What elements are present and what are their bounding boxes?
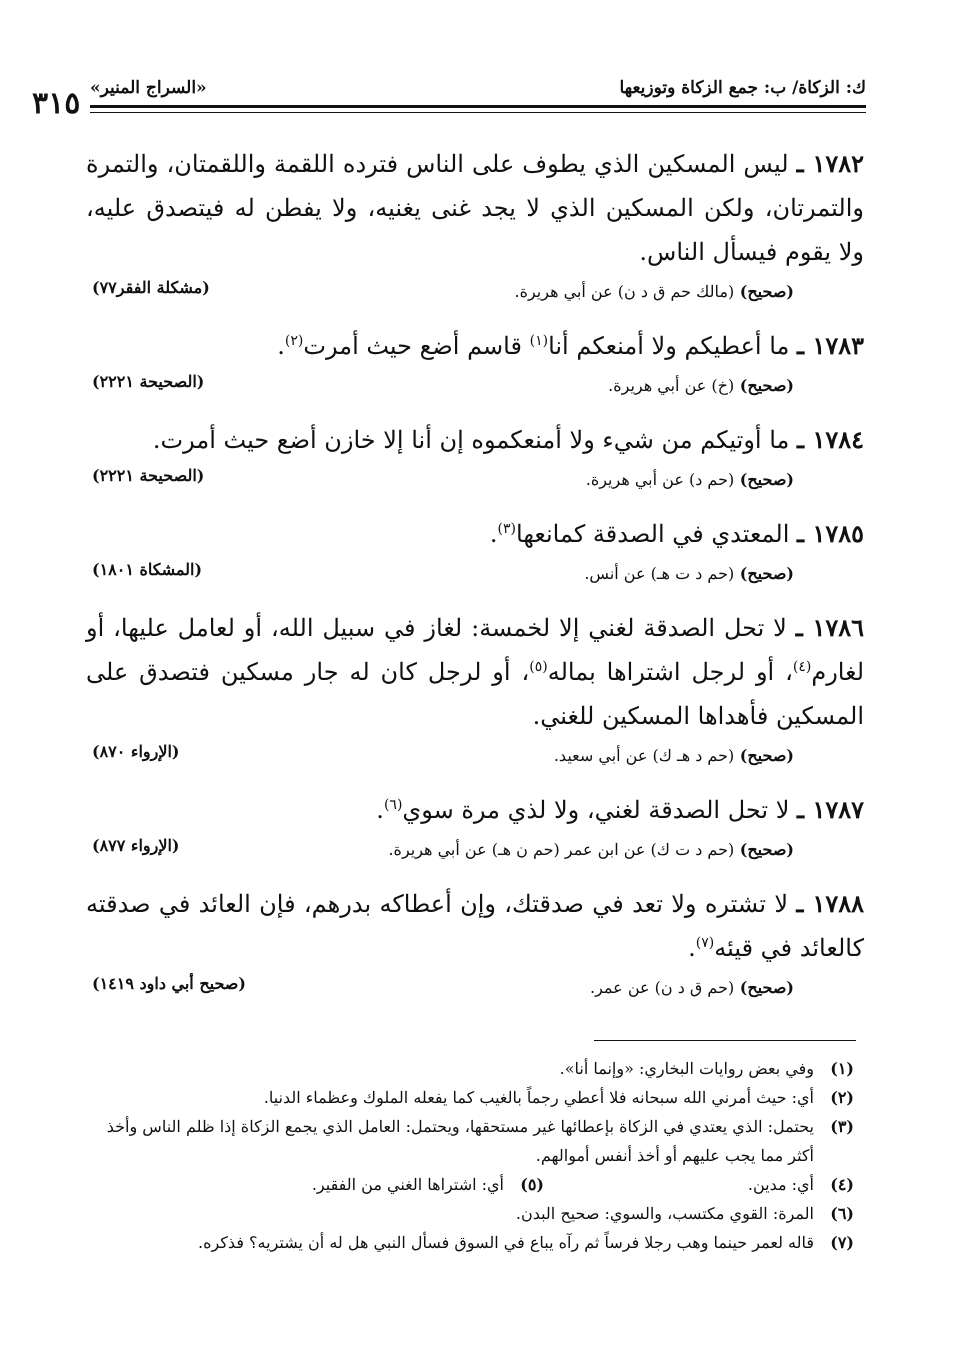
takhrij-line <box>86 368 864 404</box>
hadith-body: ، أو لرجل اشتراها بماله <box>547 658 793 686</box>
hadith-text <box>86 324 864 368</box>
hadith-body: ما أوتيكم من شيء ولا أمنعكموه إن أنا إلا خازن أضع حيث أمرت. <box>152 426 790 454</box>
footnote-marker[interactable]: (٤) <box>792 659 812 675</box>
sources: (حم د هـ ك) عن أبي سعيد. <box>553 746 735 765</box>
footnote-number: (٢) <box>830 1088 854 1107</box>
footnote <box>234 1170 544 1199</box>
hadith-entry <box>86 882 864 1006</box>
takhrij-line <box>86 556 864 592</box>
chapter-title: ك: الزكاة/ ب: جمع الزكاة وتوزيعها <box>619 78 866 98</box>
footnote <box>100 1228 854 1257</box>
hadith-text <box>86 606 864 738</box>
footnote-separator <box>594 1040 856 1041</box>
grade: (صحيح) <box>739 564 794 583</box>
hadith-text <box>86 788 864 832</box>
hadith-number: ١٧٨٢ ـ <box>796 149 864 178</box>
sources: (خ) عن أبي هريرة. <box>608 376 735 395</box>
hadith-body: لا تحل الصدقة لغني، ولا لذي مرة سوي <box>402 796 790 824</box>
footnote-number: (٥) <box>520 1175 544 1194</box>
book-title: «السراج المنير» <box>90 78 207 98</box>
footnote-text: أي: حيث أمرني الله سبحانه فلا أعطي رجماً بالغيب كما يفعله الملوك وعظماء الدنيا. <box>263 1088 814 1107</box>
hadith-text <box>86 142 864 274</box>
hadith-body: لا تحل الصدقة لغني إلا لخمسة: لغاز في سبيل الله، أو لعامل عليها، أو لغارم <box>86 614 865 686</box>
hadith-number: ١٧٨٣ ـ <box>797 331 864 360</box>
reference: (المشكاة ١٨٠١) <box>92 560 203 579</box>
grade-and-sources <box>584 564 794 583</box>
hadith-entry <box>86 418 864 498</box>
hadith-entry <box>86 788 864 868</box>
hadith-number: ١٧٨٧ ـ <box>797 795 864 824</box>
grade: (صحيح) <box>739 978 794 997</box>
footnotes <box>100 1054 854 1257</box>
reference: (الإرواء ٨٧٠) <box>92 742 180 761</box>
footnote <box>544 1170 854 1199</box>
hadith-number: ١٧٨٨ ـ <box>796 889 864 918</box>
hadith-text <box>86 882 864 970</box>
hadith-text <box>86 418 864 462</box>
footnote <box>100 1199 854 1228</box>
hadith-entry <box>86 142 864 310</box>
reference: (الصحيحة ٢٢٢١) <box>92 372 205 391</box>
grade-and-sources <box>608 376 794 395</box>
footnote-number: (٧) <box>830 1233 854 1252</box>
hadith-body: . <box>277 332 285 360</box>
takhrij-line <box>86 274 864 310</box>
sources: (حم د ت هـ) عن أنس. <box>584 564 735 583</box>
footnote-marker[interactable]: (٧) <box>695 935 715 951</box>
grade: (صحيح) <box>739 840 794 859</box>
hadith-body: ، أو لرجل كان له جار مسكين فتصدق على المسكين فأهداها المسكين للغني. <box>86 658 864 730</box>
sources: (حم ق د ن) عن عمر. <box>590 978 735 997</box>
reference: (صحيح أبي داود ١٤١٩) <box>92 974 246 993</box>
sources: (حم د) عن أبي هريرة. <box>585 470 735 489</box>
hadith-body: لا تشتره ولا تعد في صدقتك، وإن أعطاكه بدرهم، فإن العائد في صدقته كالعائد في قيئه <box>86 890 864 962</box>
hadith-number: ١٧٨٥ ـ <box>797 519 864 548</box>
hadith-number: ١٧٨٦ ـ <box>795 613 864 642</box>
footnote-text: قاله لعمر حينما وهب رجلا فرساً ثم رآه يباع في السوق فسأل النبي هل له أن يشتريه؟ فذكره. <box>198 1233 814 1252</box>
grade: (صحيح) <box>739 282 794 301</box>
takhrij-line <box>86 738 864 774</box>
hadith-list <box>86 142 864 1020</box>
page-number: ٣١٥ <box>32 86 81 121</box>
footnote-number: (١) <box>830 1059 854 1078</box>
takhrij-line <box>86 832 864 868</box>
footnote <box>100 1054 854 1083</box>
takhrij-line <box>86 970 864 1006</box>
reference: (مشكلة الفقر٧٧) <box>92 278 210 297</box>
footnote-text: المرة: القوي مكتسب، والسوي: صحيح البدن. <box>515 1204 814 1223</box>
footnote-marker[interactable]: (٦) <box>383 797 403 813</box>
footnote-number: (٤) <box>830 1175 854 1194</box>
footnote <box>100 1083 854 1112</box>
hadith-entry <box>86 512 864 592</box>
grade: (صحيح) <box>739 376 794 395</box>
footnote-number: (٦) <box>830 1204 854 1223</box>
hadith-body: ما أعطيكم ولا أمنعكم أنا <box>548 332 790 360</box>
footnote-row <box>100 1170 854 1199</box>
grade: (صحيح) <box>739 470 794 489</box>
hadith-entry <box>86 324 864 404</box>
grade-and-sources <box>590 978 794 997</box>
hadith-number: ١٧٨٤ ـ <box>797 425 864 454</box>
footnote-marker[interactable]: (١) <box>529 333 549 349</box>
footnote <box>100 1112 854 1170</box>
hadith-text <box>86 512 864 556</box>
reference: (الإرواء ٨٧٧) <box>92 836 180 855</box>
header-rule-thin <box>90 112 866 113</box>
hadith-body: . <box>688 934 696 962</box>
grade-and-sources <box>586 470 794 489</box>
grade-and-sources <box>515 282 795 301</box>
hadith-body: . <box>489 520 498 548</box>
sources: (حم د ت ك) عن ابن عمر (حم ن هـ) عن أبي هريرة. <box>388 840 735 859</box>
header-rule <box>90 105 866 108</box>
grade-and-sources <box>388 840 794 859</box>
footnote-text: يحتمل: الذي يعتدي في الزكاة بإعطائها غير مستحقها، ويحتمل: العامل الذي يجمع الزكاة إذا ظلم الناس وأخذ أكثر مما يجب عليهم أو أخذ أنفس أموالهم. <box>106 1117 814 1165</box>
footnote-number: (٣) <box>830 1117 854 1136</box>
footnote-text: أي: اشتراها الغني من الفقير. <box>311 1175 504 1194</box>
footnote-text: وفي بعض روايات البخاري: «وإنما أنا». <box>559 1059 814 1078</box>
footnote-text: أي: مدين. <box>747 1175 814 1194</box>
page-header <box>32 72 874 128</box>
sources: (مالك حم ق د ن) عن أبي هريرة. <box>514 282 735 301</box>
hadith-body: قاسم أضع حيث أمرت <box>303 332 530 360</box>
hadith-body: المعتدي في الصدقة كمانعها <box>516 520 790 548</box>
footnote-marker[interactable]: (٣) <box>497 521 516 537</box>
hadith-body: ليس المسكين الذي يطوف على الناس فترده اللقمة واللقمتان، والتمرة والتمرتان، ولكن المسكين الذي لا يجد غنى يغنيه، ولا يفطن له فيتصدق عليه، ولا يقوم فيسأل الناس. <box>86 150 864 266</box>
hadith-body: . <box>376 796 384 824</box>
reference: (الصحيحة ٢٢٢١) <box>92 466 205 485</box>
grade-and-sources <box>554 746 794 765</box>
footnote-marker[interactable]: (٢) <box>284 333 304 349</box>
hadith-entry <box>86 606 864 774</box>
grade: (صحيح) <box>739 746 794 765</box>
takhrij-line <box>86 462 864 498</box>
footnote-marker[interactable]: (٥) <box>529 659 548 675</box>
